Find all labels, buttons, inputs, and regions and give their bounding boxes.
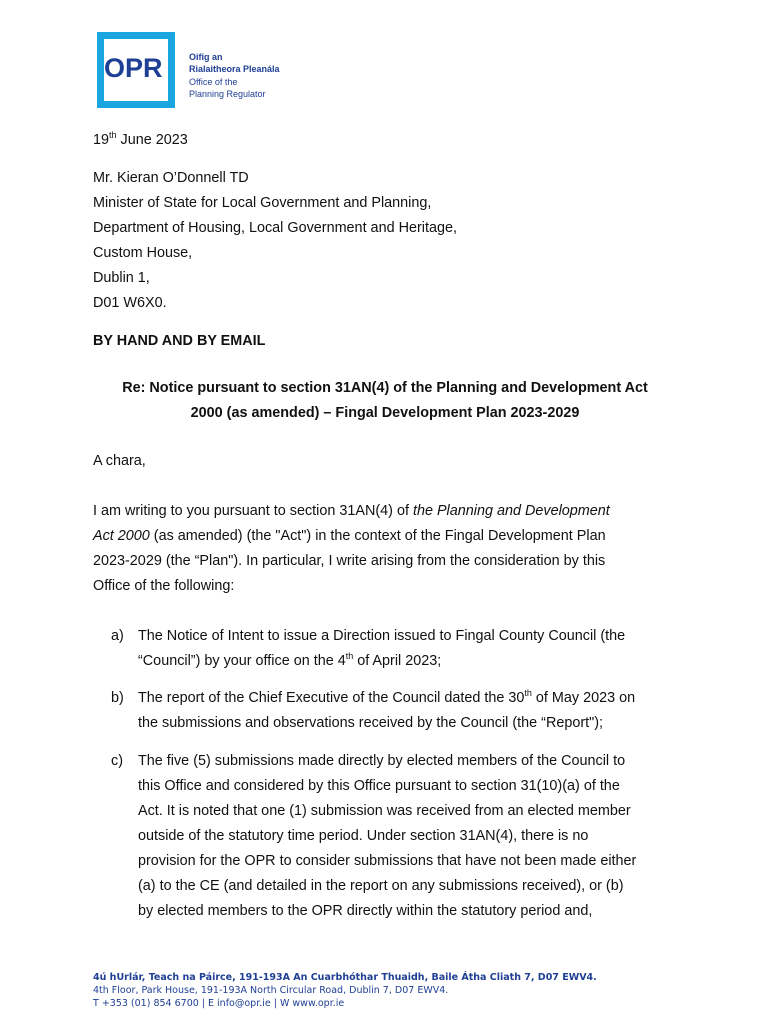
list-item-line: The Notice of Intent to issue a Direction issued to Fingal County Council (the [138,628,626,644]
list-item-line: by elected members to the OPR directly within the statutory period and, [138,903,593,919]
intro-line: Act 2000 (as amended) (the "Act") in the context of the Fingal Development Plan [93,528,606,544]
address-line: D01 W6X0. [93,295,167,311]
list-item-line: The report of the Chief Executive of the Council dated the 30th of May 2023 on [138,688,636,706]
address-line: Mr. Kieran O’Donnell TD [93,170,249,186]
org-name-english: Office of the Planning Regulator [189,77,266,99]
intro-line: Office of the following: [93,578,235,594]
footer-address-english: 4th Floor, Park House, 191-193A North Circular Road, Dublin 7, D07 EWV4. [93,985,449,996]
list-item-line: “Council”) by your office on the 4th of April 2023; [138,651,442,669]
list-item-line: the submissions and observations received by the Council (the “Report"); [138,715,604,731]
list-item-line: this Office and considered by this Office pursuant to section 31(10)(a) of the [138,778,620,794]
address-line: Custom House, [93,245,193,261]
intro-line: 2023-2029 (the “Plan"). In particular, I write arising from the consideration by this [93,553,606,569]
list-marker: a) [111,628,124,644]
delivery-method: BY HAND AND BY EMAIL [93,333,266,349]
address-line: Dublin 1, [93,270,150,286]
org-name-irish: Oifig an Rialaitheora Pleanála [189,52,280,74]
list-item-line: outside of the statutory time period. Under section 31AN(4), there is no [138,828,589,844]
opr-logo-text: OPR [104,53,163,83]
footer-contact: T +353 (01) 854 6700 | E info@opr.ie | W www.opr.ie [93,998,345,1009]
subject-line-2: 2000 (as amended) – Fingal Development Plan 2023-2029 [190,405,580,421]
footer-address-irish: 4ú hUrlár, Teach na Páirce, 191-193A An Cuarbhóthar Thuaidh, Baile Átha Cliath 7, D07 EWV4. [93,972,597,983]
subject-line-1: Re: Notice pursuant to section 31AN(4) of the Planning and Development Act [122,380,648,396]
list-marker: c) [111,753,123,769]
address-line: Minister of State for Local Government and Planning, [93,195,432,211]
list-item-line: Act. It is noted that one (1) submission was received from an elected member [138,803,631,819]
list-marker: b) [111,690,124,706]
intro-line: I am writing to you pursuant to section 31AN(4) of the Planning and Development [93,503,610,519]
list-item-line: (a) to the CE (and detailed in the report on any submissions received), or (b) [138,878,624,894]
salutation: A chara, [93,453,146,469]
address-line: Department of Housing, Local Government and Heritage, [93,220,457,236]
letter-date: 19th June 2023 [93,130,188,148]
list-item-line: provision for the OPR to consider submissions that have not been made either [138,853,637,869]
list-item-line: The five (5) submissions made directly by elected members of the Council to [138,753,626,769]
